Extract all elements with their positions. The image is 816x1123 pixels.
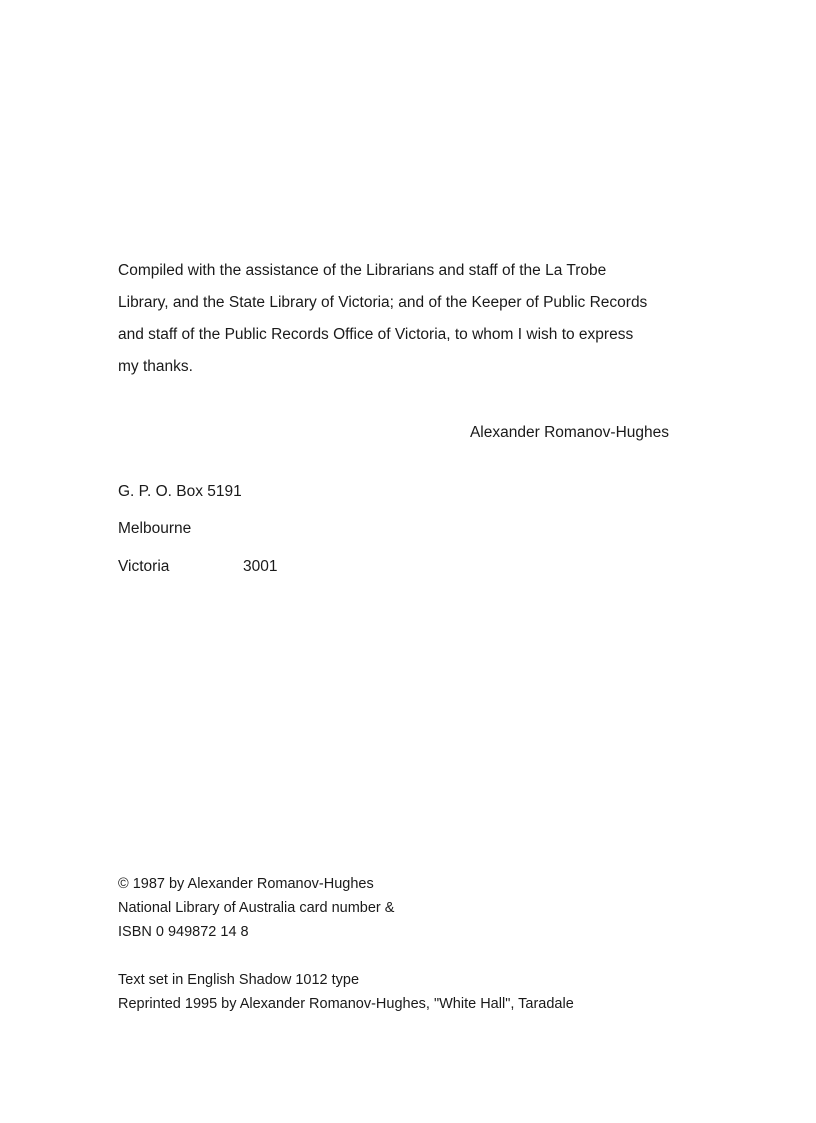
author-signature: Alexander Romanov-Hughes [469, 424, 669, 441]
acknowledgement-paragraph [118, 255, 688, 383]
colophon [118, 872, 574, 1016]
address-state: Victoria [118, 558, 170, 575]
acknowledgement-line: Compiled with the assistance of the Librarians and staff of the La Trobe [118, 262, 607, 279]
acknowledgement-line: and staff of the Public Records Office of Victoria, to whom I wish to express [118, 326, 634, 343]
address-state-line [118, 555, 278, 579]
colophon-spacer [118, 944, 574, 968]
nla-card-line: National Library of Australia card number & [118, 900, 395, 916]
acknowledgement-line: Library, and the State Library of Victoria; and of the Keeper of Public Records [118, 294, 648, 311]
address-postcode: 3001 [243, 558, 278, 575]
acknowledgement-line: my thanks. [118, 358, 193, 375]
reprint-line: Reprinted 1995 by Alexander Romanov-Hughes, "White Hall", Taradale [118, 996, 574, 1012]
isbn-line: ISBN 0 949872 14 8 [118, 924, 249, 940]
typeset-line: Text set in English Shadow 1012 type [118, 972, 360, 988]
address-city: Melbourne [118, 520, 192, 537]
po-box: G. P. O. Box 5191 [118, 483, 242, 500]
copyright-line: © 1987 by Alexander Romanov-Hughes [118, 876, 374, 892]
